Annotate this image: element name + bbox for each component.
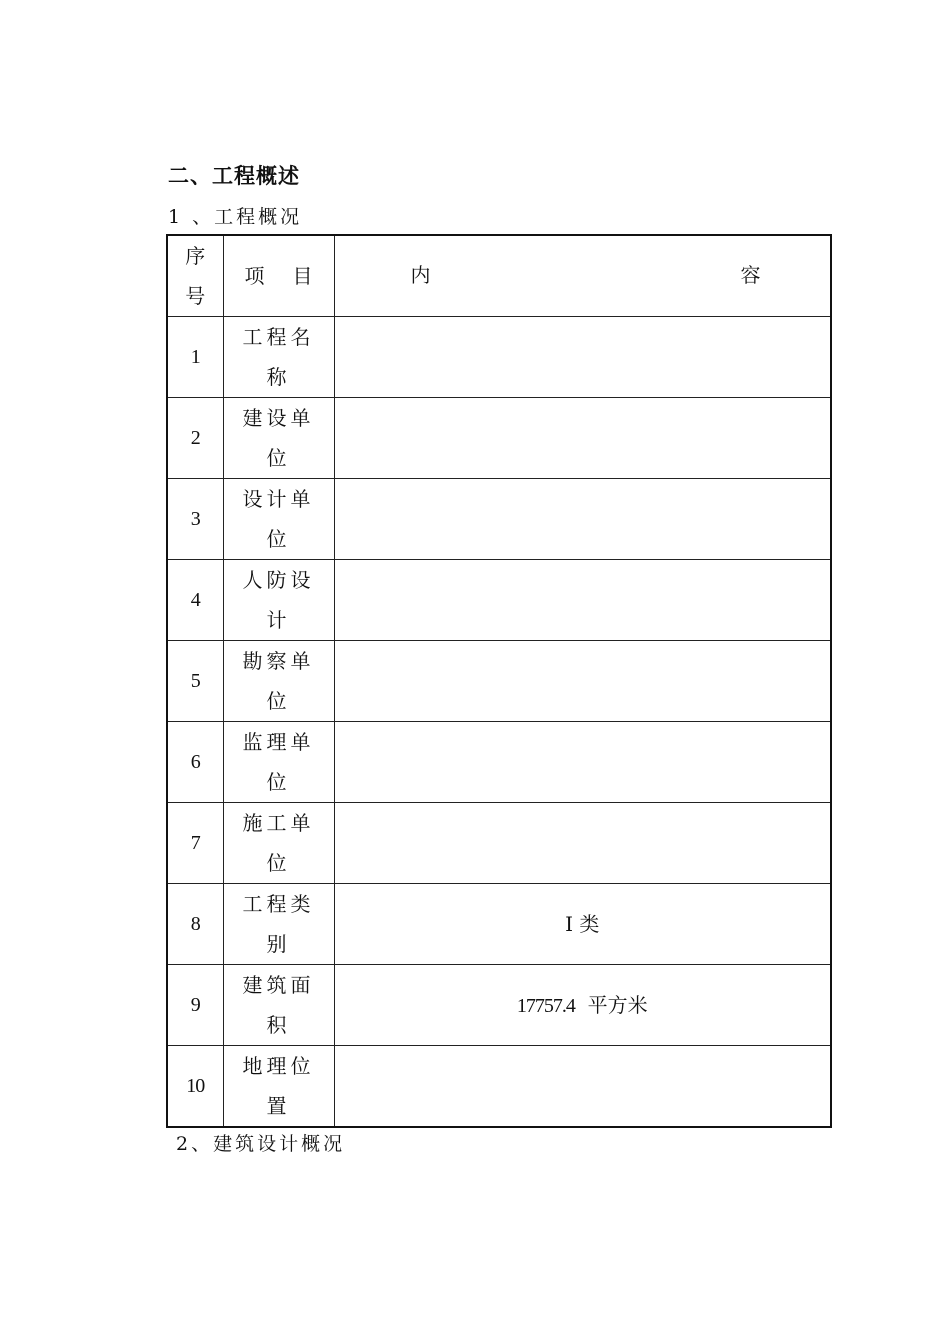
row-no: 10 <box>167 1046 223 1128</box>
section-title: 二、工程概述 <box>168 164 300 188</box>
row-item-label: 建筑面积 <box>242 973 315 1037</box>
row-item-label: 人防设计 <box>242 568 315 632</box>
row-no: 4 <box>167 560 223 641</box>
table-row <box>167 803 831 884</box>
row-content <box>334 803 831 884</box>
row-content <box>334 560 831 641</box>
table-row <box>167 641 831 722</box>
row-item-label: 工程名称 <box>242 325 315 389</box>
row-no: 3 <box>167 479 223 560</box>
header-content-part1: 内 <box>410 263 431 287</box>
row-no: 6 <box>167 722 223 803</box>
row-item <box>223 803 334 884</box>
row-item-label: 勘察单位 <box>242 649 315 713</box>
row-item <box>223 965 334 1046</box>
row-item-label: 地理位置 <box>242 1054 315 1118</box>
row-item <box>223 560 334 641</box>
table-row <box>167 317 831 398</box>
table-row <box>167 722 831 803</box>
row-item-label: 施工单位 <box>242 811 315 875</box>
row-no: 8 <box>167 884 223 965</box>
row-content <box>334 479 831 560</box>
subsection-title-overview: 1 、工程概况 <box>168 206 303 228</box>
row-item-label: 设计单位 <box>242 487 315 551</box>
building-area-unit: 平方米 <box>587 992 648 1017</box>
row-item <box>223 479 334 560</box>
row-item <box>223 884 334 965</box>
row-item <box>223 317 334 398</box>
row-no: 7 <box>167 803 223 884</box>
row-no: 5 <box>167 641 223 722</box>
table-row <box>167 398 831 479</box>
row-content <box>334 317 831 398</box>
table-row <box>167 479 831 560</box>
row-item <box>223 1046 334 1128</box>
table-row <box>167 965 831 1046</box>
row-no: 2 <box>167 398 223 479</box>
row-content <box>334 965 831 1046</box>
header-no <box>167 235 223 317</box>
row-item-label: 工程类别 <box>242 892 315 956</box>
table-row <box>167 1046 831 1128</box>
table-header-row <box>167 235 831 317</box>
row-content <box>334 398 831 479</box>
table-row <box>167 884 831 965</box>
row-item <box>223 722 334 803</box>
row-content <box>334 722 831 803</box>
row-item <box>223 641 334 722</box>
row-item-label: 建设单位 <box>242 406 315 470</box>
header-content <box>334 235 831 317</box>
header-item-part1: 项 <box>244 264 265 288</box>
row-content <box>334 1046 831 1128</box>
project-overview-table <box>166 234 832 1128</box>
row-item-label: 监理单位 <box>242 730 315 794</box>
row-item <box>223 398 334 479</box>
row-no: 1 <box>167 317 223 398</box>
header-item-part2: 目 <box>292 264 313 288</box>
row-content: I 类 <box>334 884 831 965</box>
subsection-title-architecture: 2、建筑设计概况 <box>176 1133 346 1155</box>
table-row <box>167 560 831 641</box>
building-area-value: 17757.4 <box>516 994 575 1017</box>
header-content-part2: 容 <box>740 263 761 287</box>
header-no-label: 序号 <box>185 244 206 308</box>
row-no: 9 <box>167 965 223 1046</box>
header-item <box>223 235 334 317</box>
row-content <box>334 641 831 722</box>
